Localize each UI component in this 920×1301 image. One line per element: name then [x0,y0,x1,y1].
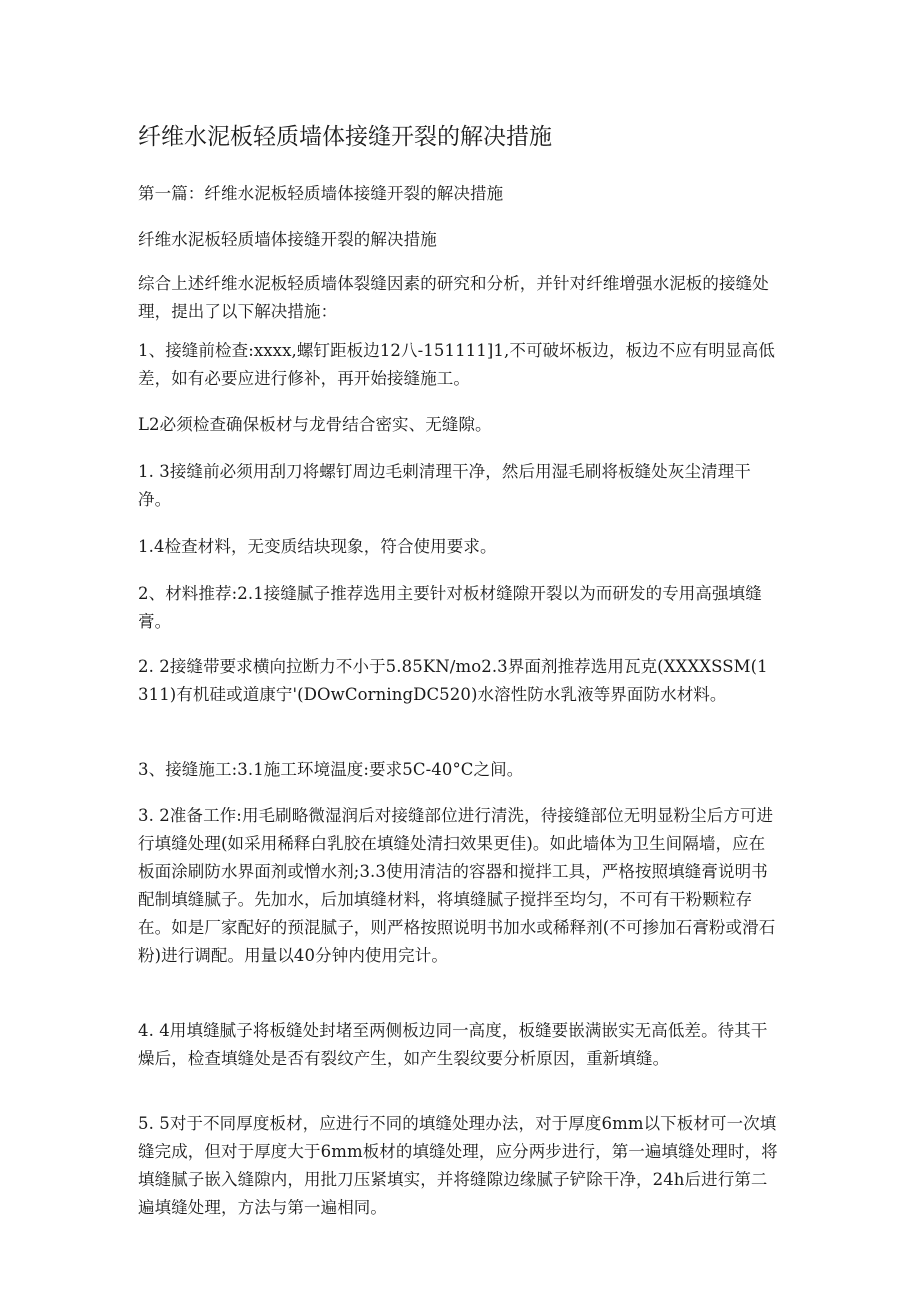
document-title: 纤维水泥板轻质墙体接缝开裂的解决措施 [138,124,552,150]
paragraph-2-1: 2、材料推荐:2.1接缝腻子推荐选用主要针对板材缝隙开裂以为而研发的专用高强填缝膏。 [138,584,762,631]
paragraph-3-1: 3、接缝施工:3.1施工环境温度:要求5C-40°C之间。 [138,760,524,779]
section-heading: 第一篇：纤维水泥板轻质墙体接缝开裂的解决措施 [138,184,504,203]
paragraph-2-2: 2. 2接缝带要求横向拉断力不小于5.85KN∕mo2.3界面剂推荐选用瓦克(XXXXSSM(1311)有机硅或道康宁'(DOwCorningDC520)水溶性防水乳液等界面防水材料。 [138,657,768,704]
paragraph-1-1: 1、接缝前检查:xxxx,螺钉距板边12八-151111]1,不可破坏板边，板边不应有明显高低差，如有必要应进行修补，再开始接缝施工。 [138,341,775,388]
paragraph-1-4: 1.4检查材料，无变质结块现象，符合使用要求。 [138,537,497,556]
paragraph-4-4: 4. 4用填缝腻子将板缝处封堵至两侧板边同一高度，板缝要嵌满嵌实无高低差。待其干燥后，检查填缝处是否有裂纹产生，如产生裂纹要分析原因，重新填缝。 [138,1021,768,1068]
intro-paragraph: 综合上述纤维水泥板轻质墙体裂缝因素的研究和分析，并针对纤维增强水泥板的接缝处理，提出了以下解决措施： [138,274,769,321]
paragraph-1-3: 1. 3接缝前必须用刮刀将螺钉周边毛刺清理干净，然后用湿毛刷将板缝处灰尘清理干净。 [138,462,751,509]
paragraph-1-2: L2必须检查确保板材与龙骨结合密实、无缝隙。 [138,415,492,434]
paragraph-5-5: 5. 5对于不同厚度板材，应进行不同的填缝处理办法，对于厚度6mm以下板材可一次填缝完成，但对于厚度大于6mm板材的填缝处理，应分两步进行，第一遍填缝处理时，将填缝腻子嵌入缝隙内，用批刀压紧填实，并将缝隙边缘腻子铲除干净，24h后进行第二遍填缝处理，方法与第一遍相同。 [138,1114,778,1217]
paragraph-3-2: 3. 2准备工作:用毛刷略微湿润后对接缝部位进行清洗，待接缝部位无明显粉尘后方可进行填缝处理(如采用稀释白乳胶在填缝处清扫效果更佳)。如此墙体为卫生间隔墙，应在板面涂刷防水界面剂或憎水剂;3.3使用清洁的容器和搅拌工具，严格按照填缝膏说明书配制填缝腻子。先加水，后加填缝材料，将填缝腻子搅拌至均匀，不可有干粉颗粒存在。如是厂家配好的预混腻子，则严格按照说明书加水或稀释剂(不可掺加石膏粉或滑石粉)进行调配。用量以40分钟内使用完计。 [138,806,776,965]
subtitle-paragraph: 纤维水泥板轻质墙体接缝开裂的解决措施 [138,230,437,249]
